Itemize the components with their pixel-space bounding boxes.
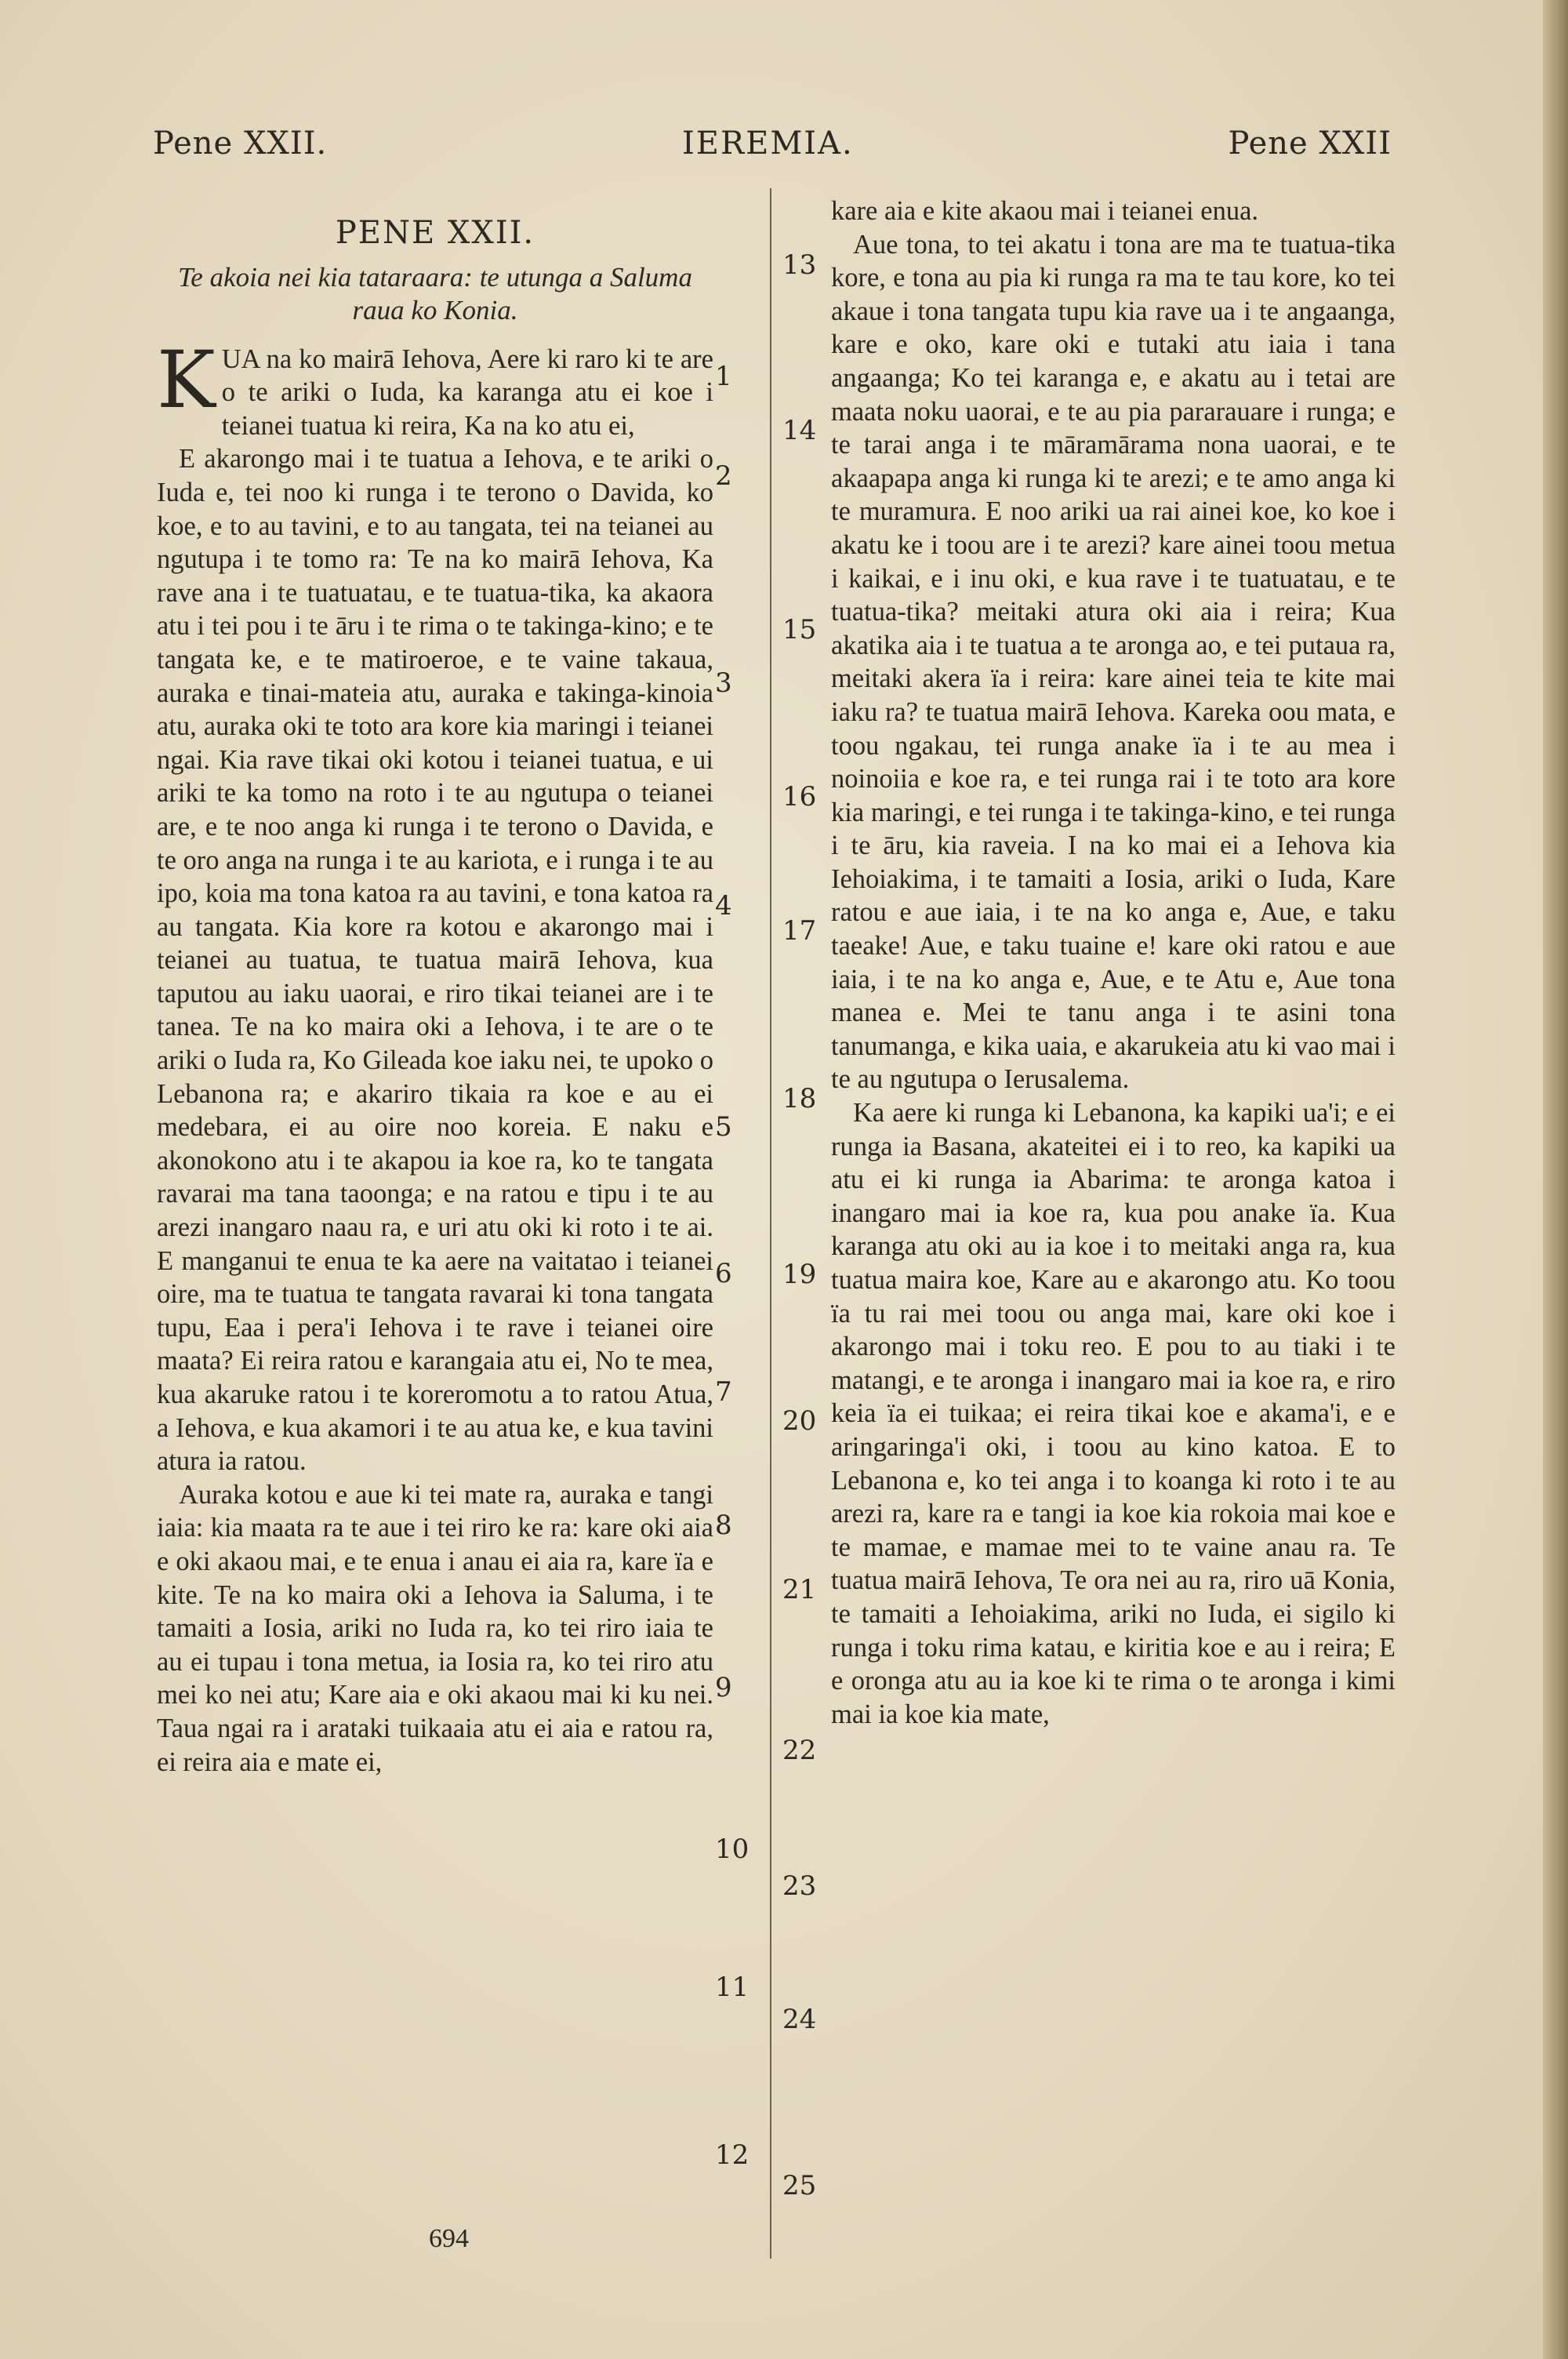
paragraph: E akarongo mai i te tuatua a Iehova, e te ariki o Iuda e, tei noo ki runga i te terono o Davida, ko koe, e to au tavini, e to au tangata, tei na teianei au ngutupa i te tomo ra: Te na ko mairā Iehova, Ka rave ana i te tuatuatau, e te tuatua-tika, ka akaora atu i tei pou i te āru i te rima o te takinga-kino; e te tangata ke, e te matiroeroe, e te vaine takaua, auraka e tinai-mateia atu, auraka e takinga-kinoia atu, auraka oki te toto ara kore kia maringi i teianei ngai. Kia rave tikai oki kotou i teianei tuatua, e ui ariki te ka tomo na roto i te au ngutupa o teianei are, e te noo anga ki runga i te terono o Davida, e te oro anga na runga i te au kariota, e i runga i te au ipo, koia ma tona katoa ra au tavini, e tona katoa ra au tangata. Kia kore ra kotou e akarongo mai i teianei au tuatua, te tuatua mairā Iehova, kua taputou au iaku uaorai, e riro tikai teianei are i te tanea. Te na ko maira oki a Iehova, i te are o te ariki o Iuda ra, Ko Gileada koe iaku nei, te upoko o Lebanona ra; e akariro tikaia ra koe e au ei medebara, ei au oire noo koreia. E naku e akonokono atu i te akapou ia koe ra, ko te tangata ravarai ma tana taoonga; e na ratou e tipu i te au arezi inangaro naau ra, e uri atu oki ki roto i te ai. E manganui te enua te ka aere na vaitatao i teianei oire, ma te tuatua te tangata ravarai ki tona tangata tupu, Eaa i pera'i Iehova i te rave i teianei oire maata? Ei reira ratou e karangaia atu ei, No te mea, kua akaruke ratou i te koreromotu a to ratou Atua, a Iehova, e kua akamori i te au atua ke, e kua tavini atura ia ratou. [157,444,713,1477]
verse-number: 13 [782,249,817,281]
verse-number: 25 [782,2170,817,2201]
running-head-right: Pene XXII [1228,125,1392,162]
chapter-summary: Te akoia nei kia tataraara: te utunga a Saluma raua ko Konia. [178,261,692,325]
verse-number: 10 [715,1834,750,1865]
verse-number: 8 [715,1510,732,1541]
right-column [831,194,1396,1731]
verse-number: 11 [715,1972,750,2003]
verse-number: 17 [782,915,817,947]
verse-number: 19 [782,1259,817,1290]
verse-number: 20 [782,1405,817,1437]
verse-number: 1 [715,361,732,392]
verse-number: 3 [715,667,732,699]
paragraph: Aue tona, to tei akatu i tona are ma te tuatua-tika kore, e tona au pia ki runga ra ma te tau kore, ko tei akaue i tona tangata tupu kia rave ua i te angaanga, kare e oko, kare oki e tutaki atu iaia i tana angaanga; Ko tei karanga e, e akatu au i tetai are maata noku uaorai, e te au pia pararauare i runga; e te tarai anga i te māramārama nona uaorai, e te akaapapa anga ki runga ki te arezi; e te amo anga ki te muramura. E noo ariki ua rai ainei koe, ko koe i akatu ke i toou are i te arezi? kare ainei toou metua i kaikai, e i inu oki, e kua rave i te tuatuatau, e te tuatua-tika? meitaki atura oki aia i reira; Kua akatika aia i te tuatua a te aronga ao, e tei putaua ra, meitaki akera ïa i reira: kare ainei teia te kite mai iaku ra? te tuatua mairā Iehova. Kareka oou mata, e toou ngakau, tei runga anake ïa i te au mea i noinoiia e koe ra, e tei runga rai i te toto ara kore kia maringi, e tei runga i te takinga-kino, e tei runga i te āru, kia raveia. I na ko mai ei a Iehova kia Iehoiakima, i te tamaiti a Iosia, ariki o Iuda, Kare ratou e aue iaia, i te na ko anga e, Aue, e taku taeake! Aue, e taku tuaine e! kare oki ratou e aue iaia, i te na ko anga e, Aue, e te Atu e, Aue tona manea e. Mei te tanu anga i te asini tona tanumanga, e kika uaia, e akarukeia atu ki vao mai i te au ngutupa o Ierusalema. [831,229,1396,1095]
verse-number: 4 [715,890,732,921]
left-column [157,194,713,1779]
paragraph: kare aia e kite akaou mai i teianei enua. [831,196,1259,226]
running-head-left: Pene XXII. [153,125,328,162]
verse-number: 16 [782,781,817,812]
paragraph-text: UA na ko mairā Iehova, Aere ki raro ki te are o te ariki o Iuda, ka karanga atu ei koe i teianei tuatua ki reira, Ka na ko atu ei, [221,343,713,441]
verse-number: 2 [715,460,732,492]
page-number: 694 [429,2224,469,2253]
verse-number: 18 [782,1083,817,1114]
verse-number: 21 [782,1574,817,1605]
verse-number: 9 [715,1672,732,1703]
verse-number: 22 [782,1735,817,1766]
drop-cap: K [157,333,216,426]
verse-number: 24 [782,2004,817,2035]
verse-number: 15 [782,614,817,645]
paragraph: Ka aere ki runga ki Lebanona, ka kapiki ua'i; e ei runga ia Basana, akateitei ei i to reo, ka kapiki ua atu ei ki runga ia Abarima: te aronga katoa i inangaro mai ia koe ra, kua pou anake ïa. Kua karanga atu oki au ia koe i to meitaki anga ra, kua tuatua maira koe, Kare au e akarongo atu. Ko toou ïa tu rai mei toou ou anga mai, kare oki koe i akarongo mai i toku reo. E pou to au tiaki i te matangi, e te aronga i inangaro mai ia koe ra, e riro keia ïa ei tuikaa; ei reira tikai koe e akama'i, e e aringaringa'i oki, i toou au kino katoa. E to Lebanona e, ko tei anga i to koanga ki roto i te au arezi ra, kare ra e tangi ia koe kia rokoia mai koe e te mamae, e mamae mei to te vaine anau ra. Te tuatua mairā Iehova, Te ora nei au ra, riro uā Konia, te tamaiti a Iehoiakima, ariki no Iuda, ei sigilo ki runga i toku rima katau, e kiritia koe e au i reira; E e oronga atu au ia koe ki te rima o te aronga i kimi mai ia koe kia mate, [831,1098,1396,1729]
paragraph: Auraka kotou e aue ki tei mate ra, auraka e tangi iaia: kia maata ra te aue i tei riro ke ra: kare oki aia e oki akaou mai, e te enua i anau ei aia ra, kare ïa e kite. Te na ko maira oki a Iehova ia Saluma, i te tamaiti a Iosia, ariki no Iuda ra, ko tei riro iaia te au ei tupau i tona metua, ia Iosia ra, ko tei riro atu mei ko nei atu; Kare aia e oki akaou mai ki ku nei. Taua ngai ra i arataki tuikaaia atu ei aia e ratou ra, ei reira aia e mate ei, [157,1479,713,1777]
chapter-title: PENE XXII. [335,215,535,251]
verse-number: 12 [715,2139,750,2171]
verse-number: 14 [782,415,817,446]
verse-number: 23 [782,1870,817,1902]
verse-number: 6 [715,1258,732,1289]
column-divider [770,188,771,2259]
running-head-center: IEREMIA. [682,125,854,162]
verse-number: 5 [715,1111,732,1143]
paragraph [157,333,713,443]
verse-number: 7 [715,1376,732,1408]
page-edge [1543,0,1568,2359]
